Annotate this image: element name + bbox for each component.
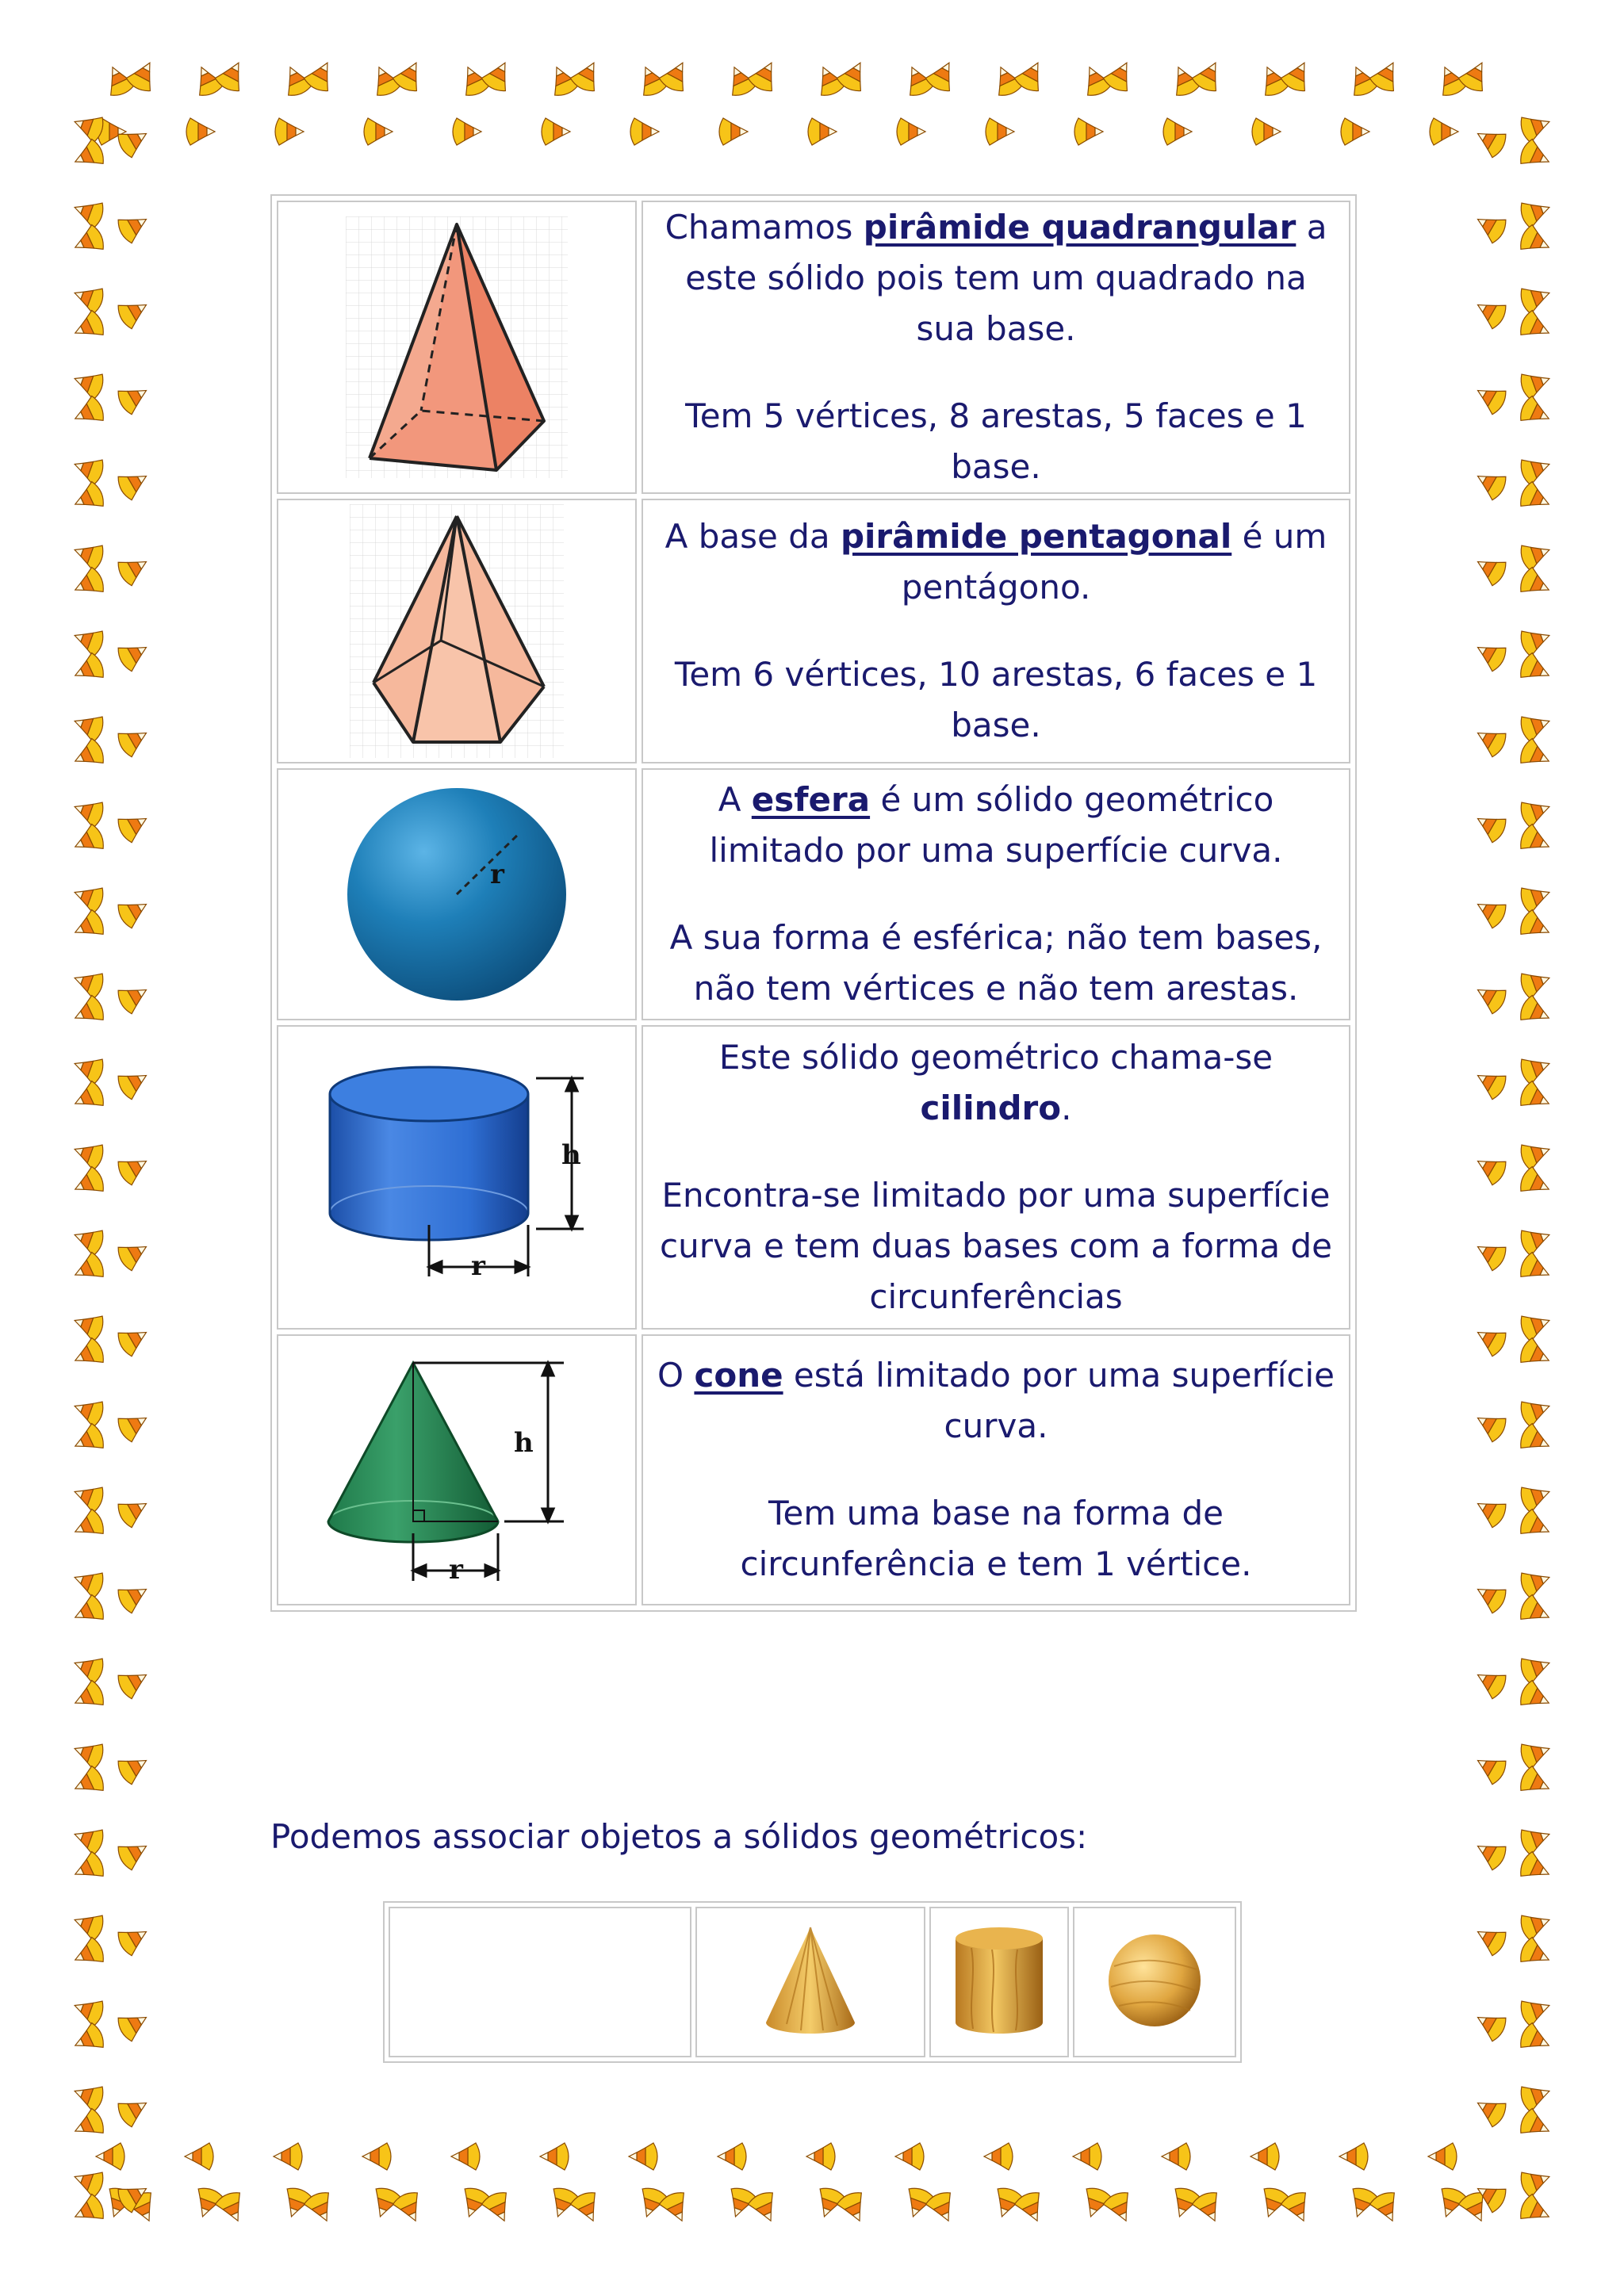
solid-name: pirâmide pentagonal bbox=[840, 517, 1232, 556]
candy-corn-icon bbox=[1471, 893, 1509, 930]
figure-cell bbox=[277, 1025, 637, 1330]
candy-corn-icon bbox=[1074, 118, 1103, 145]
candy-corn-icon bbox=[1518, 1993, 1553, 2028]
candy-corn-icon bbox=[1341, 118, 1369, 145]
candy-corn-icon bbox=[1518, 1651, 1553, 1686]
candy-corn-icon bbox=[1471, 1150, 1509, 1187]
candy-corn-icon bbox=[1339, 2143, 1368, 2170]
candy-corn-icon bbox=[1517, 2192, 1554, 2229]
candy-corn-icon bbox=[70, 1394, 105, 1429]
sphere-figure bbox=[330, 775, 584, 1013]
figure-cell bbox=[277, 1334, 637, 1605]
candy-corn-icon bbox=[1518, 1223, 1553, 1257]
candy-corn-icon bbox=[70, 1308, 105, 1343]
candy-corn-icon bbox=[1518, 366, 1553, 401]
height-label: h bbox=[514, 1427, 534, 1459]
candy-corn-icon bbox=[1471, 807, 1509, 844]
candy-corn-icon bbox=[1518, 1565, 1553, 1600]
candy-corn-icon bbox=[984, 2143, 1013, 2170]
candy-corn-icon bbox=[115, 2091, 153, 2129]
candy-corn-icon bbox=[1518, 623, 1553, 658]
candy-corn-icon bbox=[630, 118, 659, 145]
candy-corn-icon bbox=[1517, 1678, 1554, 1715]
candy-corn-icon bbox=[1518, 794, 1553, 829]
candy-corn-icon bbox=[1517, 2107, 1554, 2143]
candy-corn-icon bbox=[1517, 394, 1554, 430]
candy-corn-icon bbox=[1471, 721, 1509, 759]
candy-corn-icon bbox=[1471, 1920, 1509, 1957]
description-cell bbox=[642, 201, 1350, 494]
candy-corn-icon bbox=[115, 1578, 153, 1615]
candy-corn-icon bbox=[1518, 1822, 1553, 1857]
candy-corn-icon bbox=[1518, 2164, 1553, 2199]
pentagonal-pyramid-figure bbox=[350, 504, 564, 758]
candy-corn-icon bbox=[1471, 1235, 1509, 1272]
candy-corn-icon bbox=[1471, 636, 1509, 673]
text-span: Este sólido geométrico chama-se bbox=[718, 1038, 1274, 1077]
figure-cell bbox=[277, 499, 637, 763]
description-paragraph bbox=[654, 202, 1338, 354]
candy-corn-icon bbox=[1517, 565, 1554, 602]
radius-label: r bbox=[490, 859, 504, 890]
candy-corn-icon bbox=[70, 993, 107, 1030]
cone-figure bbox=[306, 1347, 607, 1593]
candy-corn-icon bbox=[1517, 1593, 1554, 1629]
candy-corn-icon bbox=[1518, 1908, 1553, 1942]
candy-corn-icon bbox=[1517, 1764, 1554, 1800]
text-span: é um pentágono. bbox=[901, 517, 1327, 607]
candy-corn-icon bbox=[806, 2143, 835, 2170]
candy-corn-icon bbox=[70, 1422, 107, 1458]
candy-corn-icon bbox=[1471, 1492, 1509, 1529]
candy-corn-icon bbox=[540, 2143, 569, 2170]
candy-corn-icon bbox=[1517, 1850, 1554, 1886]
description-paragraph bbox=[654, 1032, 1338, 1134]
association-text: Podemos associar objetos a sólidos geométricos: bbox=[270, 1817, 1088, 1856]
candy-corn-icon bbox=[70, 366, 105, 401]
candy-corn-icon bbox=[1517, 908, 1554, 944]
candy-corn-icon bbox=[1471, 1749, 1509, 1786]
candy-corn-icon bbox=[1518, 109, 1553, 144]
candy-corn-icon bbox=[1517, 1422, 1554, 1458]
table-row bbox=[277, 1025, 1350, 1330]
object-cell bbox=[1073, 1907, 1236, 2057]
solid-name: cilindro bbox=[920, 1089, 1062, 1127]
solid-name: cone bbox=[694, 1356, 783, 1395]
table-row bbox=[277, 768, 1350, 1020]
candy-corn-icon bbox=[1073, 2143, 1101, 2170]
candy-corn-icon bbox=[1518, 1479, 1553, 1514]
candy-corn-icon bbox=[115, 1150, 153, 1187]
candy-corn-icon bbox=[719, 118, 748, 145]
candy-corn-icon bbox=[115, 550, 153, 587]
candy-corn-icon bbox=[1517, 993, 1554, 1030]
description-cell bbox=[642, 1025, 1350, 1330]
candy-corn-icon bbox=[1517, 737, 1554, 773]
candy-corn-icon bbox=[275, 118, 304, 145]
candy-corn-icon bbox=[362, 2143, 391, 2170]
candy-corn-icon bbox=[115, 1492, 153, 1529]
candy-corn-icon bbox=[70, 1336, 107, 1372]
candy-corn-icon bbox=[115, 2006, 153, 2043]
candy-corn-icon bbox=[1471, 1064, 1509, 1101]
properties-paragraph: Tem 6 vértices, 10 arestas, 6 faces e 1 base. bbox=[674, 655, 1318, 744]
candy-corn-icon bbox=[70, 1764, 107, 1800]
candy-corn-icon bbox=[70, 1250, 107, 1287]
candy-corn-icon bbox=[115, 1920, 153, 1957]
candy-corn-icon bbox=[1471, 550, 1509, 587]
candy-corn-icon bbox=[70, 538, 105, 572]
table-row bbox=[277, 201, 1350, 494]
table-row bbox=[389, 1907, 1236, 2057]
candy-corn-icon bbox=[1471, 1578, 1509, 1615]
candy-corn-icon bbox=[1471, 122, 1509, 159]
candy-corn-icon bbox=[115, 636, 153, 673]
object-cell bbox=[695, 1907, 925, 2057]
candy-corn-icon bbox=[1518, 1736, 1553, 1771]
candy-corn-icon bbox=[1471, 1663, 1509, 1701]
candy-corn-icon bbox=[70, 223, 107, 259]
candy-corn-icon bbox=[70, 651, 107, 687]
candy-corn-icon bbox=[1471, 2091, 1509, 2129]
candy-corn-icon bbox=[1517, 1079, 1554, 1115]
candy-corn-icon bbox=[115, 893, 153, 930]
candy-corn-icon bbox=[1517, 308, 1554, 345]
description-cell bbox=[642, 768, 1350, 1020]
candy-corn-icon bbox=[364, 118, 393, 145]
candy-corn-icon bbox=[70, 1935, 107, 1972]
candy-corn-icon bbox=[185, 2143, 213, 2170]
candy-corn-icon bbox=[1430, 118, 1458, 145]
candy-corn-icon bbox=[70, 966, 105, 1001]
candy-corn-icon bbox=[1428, 2143, 1457, 2170]
candy-corn-icon bbox=[115, 1321, 153, 1358]
solids-table bbox=[270, 194, 1357, 1612]
table-row bbox=[277, 1334, 1350, 1605]
candy-corn-icon bbox=[186, 118, 215, 145]
figure-cell bbox=[277, 201, 637, 494]
text-span: está limitado por uma superfície curva. bbox=[783, 1356, 1335, 1445]
text-span: a este sólido pois tem um quadrado na sua base. bbox=[685, 208, 1327, 348]
candy-corn-icon bbox=[1517, 480, 1554, 516]
candy-corn-icon bbox=[1517, 223, 1554, 259]
description-cell bbox=[642, 1334, 1350, 1605]
figure-cell bbox=[277, 768, 637, 1020]
wooden-sphere-icon bbox=[1103, 1925, 1206, 2036]
candy-corn-icon bbox=[115, 122, 153, 159]
candy-corn-icon bbox=[115, 1406, 153, 1444]
candy-corn-icon bbox=[70, 452, 105, 487]
empty-cell bbox=[389, 1907, 691, 2057]
candy-corn-icon bbox=[70, 1822, 105, 1857]
description-cell bbox=[642, 499, 1350, 763]
candy-corn-icon bbox=[70, 1593, 107, 1629]
candy-corn-icon bbox=[70, 1051, 105, 1086]
candy-corn-icon bbox=[1518, 1308, 1553, 1343]
candy-corn-icon bbox=[70, 1736, 105, 1771]
candy-corn-icon bbox=[1471, 293, 1509, 331]
candy-corn-icon bbox=[115, 1663, 153, 1701]
text-span: Chamamos bbox=[665, 208, 864, 247]
table-row bbox=[277, 499, 1350, 763]
candy-corn-icon bbox=[1518, 966, 1553, 1001]
candy-corn-icon bbox=[70, 281, 105, 316]
properties-paragraph: Encontra-se limitado por uma superfície curva e tem duas bases com a forma de circunferências bbox=[660, 1176, 1332, 1316]
description-paragraph bbox=[654, 775, 1338, 876]
candy-corn-icon bbox=[1518, 195, 1553, 230]
candy-corn-icon bbox=[1517, 1507, 1554, 1544]
description-paragraph bbox=[654, 1350, 1338, 1452]
candy-corn-icon bbox=[1163, 118, 1192, 145]
candy-corn-icon bbox=[629, 2143, 657, 2170]
candy-corn-icon bbox=[1471, 465, 1509, 502]
radius-label: r bbox=[471, 1250, 485, 1282]
candy-corn-icon bbox=[70, 1993, 105, 2028]
candy-corn-icon bbox=[70, 794, 105, 829]
candy-corn-icon bbox=[70, 2107, 107, 2143]
text-span: A base da bbox=[665, 517, 841, 556]
candy-corn-icon bbox=[70, 2079, 105, 2114]
candy-corn-icon bbox=[1518, 452, 1553, 487]
candy-corn-icon bbox=[70, 394, 107, 430]
candy-corn-icon bbox=[115, 379, 153, 416]
candy-corn-icon bbox=[115, 807, 153, 844]
object-cell bbox=[929, 1907, 1069, 2057]
candy-corn-icon bbox=[70, 737, 107, 773]
candy-corn-icon bbox=[70, 2021, 107, 2057]
candy-corn-icon bbox=[115, 978, 153, 1016]
candy-corn-icon bbox=[70, 822, 107, 859]
candy-corn-icon bbox=[70, 1079, 107, 1115]
candy-corn-icon bbox=[1518, 1051, 1553, 1086]
candy-corn-icon bbox=[70, 2192, 107, 2229]
candy-corn-icon bbox=[1471, 379, 1509, 416]
square-pyramid-figure bbox=[346, 216, 568, 478]
candy-corn-icon bbox=[542, 118, 570, 145]
candy-corn-icon bbox=[1518, 709, 1553, 744]
properties-paragraph: Tem 5 vértices, 8 arestas, 5 faces e 1 base. bbox=[685, 396, 1307, 486]
candy-corn-icon bbox=[808, 118, 837, 145]
candy-corn-icon bbox=[1471, 2006, 1509, 2043]
candy-corn-icon bbox=[1471, 1835, 1509, 1872]
candy-corn-icon bbox=[70, 1651, 105, 1686]
candy-corn-icon bbox=[718, 2143, 746, 2170]
text-span: é um sólido geométrico limitado por uma superfície curva. bbox=[709, 780, 1283, 870]
candy-corn-icon bbox=[1518, 281, 1553, 316]
candy-corn-icon bbox=[986, 118, 1014, 145]
height-label: h bbox=[561, 1139, 581, 1171]
candy-corn-icon bbox=[70, 1165, 107, 1201]
candy-corn-icon bbox=[897, 118, 925, 145]
candy-corn-icon bbox=[115, 1749, 153, 1786]
candy-corn-icon bbox=[115, 1235, 153, 1272]
candy-corn-icon bbox=[453, 118, 481, 145]
candy-corn-icon bbox=[115, 1064, 153, 1101]
candy-corn-icon bbox=[70, 308, 107, 345]
cylinder-figure bbox=[298, 1047, 615, 1308]
properties-paragraph: Tem uma base na forma de circunferência e tem 1 vértice. bbox=[740, 1494, 1252, 1583]
candy-corn-icon bbox=[1517, 822, 1554, 859]
text-span: O bbox=[657, 1356, 695, 1395]
candy-corn-icon bbox=[70, 1908, 105, 1942]
candy-corn-icon bbox=[1252, 118, 1281, 145]
candy-corn-icon bbox=[1471, 1321, 1509, 1358]
candy-corn-icon bbox=[1517, 2021, 1554, 2057]
candy-corn-icon bbox=[115, 721, 153, 759]
candy-corn-icon bbox=[1518, 2079, 1553, 2114]
candy-corn-icon bbox=[70, 565, 107, 602]
candy-corn-icon bbox=[1518, 1137, 1553, 1172]
solid-name: esfera bbox=[751, 780, 871, 819]
candy-corn-icon bbox=[451, 2143, 480, 2170]
candy-corn-icon bbox=[115, 465, 153, 502]
candy-corn-icon bbox=[1518, 880, 1553, 915]
properties-paragraph: A sua forma é esférica; não tem bases, não tem vértices e não tem arestas. bbox=[669, 918, 1323, 1008]
candy-corn-icon bbox=[70, 709, 105, 744]
objects-table bbox=[383, 1901, 1242, 2063]
wooden-cylinder-icon bbox=[948, 1921, 1051, 2040]
description-paragraph bbox=[654, 511, 1338, 613]
candy-corn-icon bbox=[70, 480, 107, 516]
candy-corn-icon bbox=[1517, 1336, 1554, 1372]
candy-corn-icon bbox=[70, 1137, 105, 1172]
solid-name: pirâmide quadrangular bbox=[863, 208, 1297, 247]
candy-corn-icon bbox=[1517, 1250, 1554, 1287]
radius-label: r bbox=[449, 1554, 463, 1586]
candy-corn-icon bbox=[1471, 208, 1509, 245]
candy-corn-icon bbox=[115, 293, 153, 331]
candy-corn-icon bbox=[70, 623, 105, 658]
wooden-cone-icon bbox=[755, 1921, 866, 2040]
candy-corn-icon bbox=[1518, 1394, 1553, 1429]
text-span: . bbox=[1061, 1089, 1072, 1127]
candy-corn-icon bbox=[1518, 538, 1553, 572]
candy-corn-icon bbox=[70, 1678, 107, 1715]
candy-corn-icon bbox=[70, 1507, 107, 1544]
candy-corn-icon bbox=[70, 1850, 107, 1886]
text-span: A bbox=[718, 780, 752, 819]
candy-corn-icon bbox=[115, 208, 153, 245]
candy-corn-icon bbox=[274, 2143, 302, 2170]
candy-corn-icon bbox=[70, 1479, 105, 1514]
candy-corn-icon bbox=[1517, 1935, 1554, 1972]
candy-corn-icon bbox=[70, 195, 105, 230]
candy-corn-icon bbox=[70, 1223, 105, 1257]
candy-corn-icon bbox=[96, 2143, 124, 2170]
candy-corn-icon bbox=[1517, 137, 1554, 174]
candy-corn-icon bbox=[115, 1835, 153, 1872]
candy-corn-icon bbox=[1471, 1406, 1509, 1444]
candy-corn-icon bbox=[1251, 2143, 1279, 2170]
candy-corn-icon bbox=[70, 2164, 105, 2199]
candy-corn-icon bbox=[1162, 2143, 1190, 2170]
candy-corn-icon bbox=[895, 2143, 924, 2170]
candy-corn-icon bbox=[1517, 1165, 1554, 1201]
candy-corn-icon bbox=[70, 880, 105, 915]
candy-corn-icon bbox=[1517, 651, 1554, 687]
candy-corn-icon bbox=[1471, 978, 1509, 1016]
candy-corn-icon bbox=[70, 908, 107, 944]
candy-corn-icon bbox=[70, 1565, 105, 1600]
